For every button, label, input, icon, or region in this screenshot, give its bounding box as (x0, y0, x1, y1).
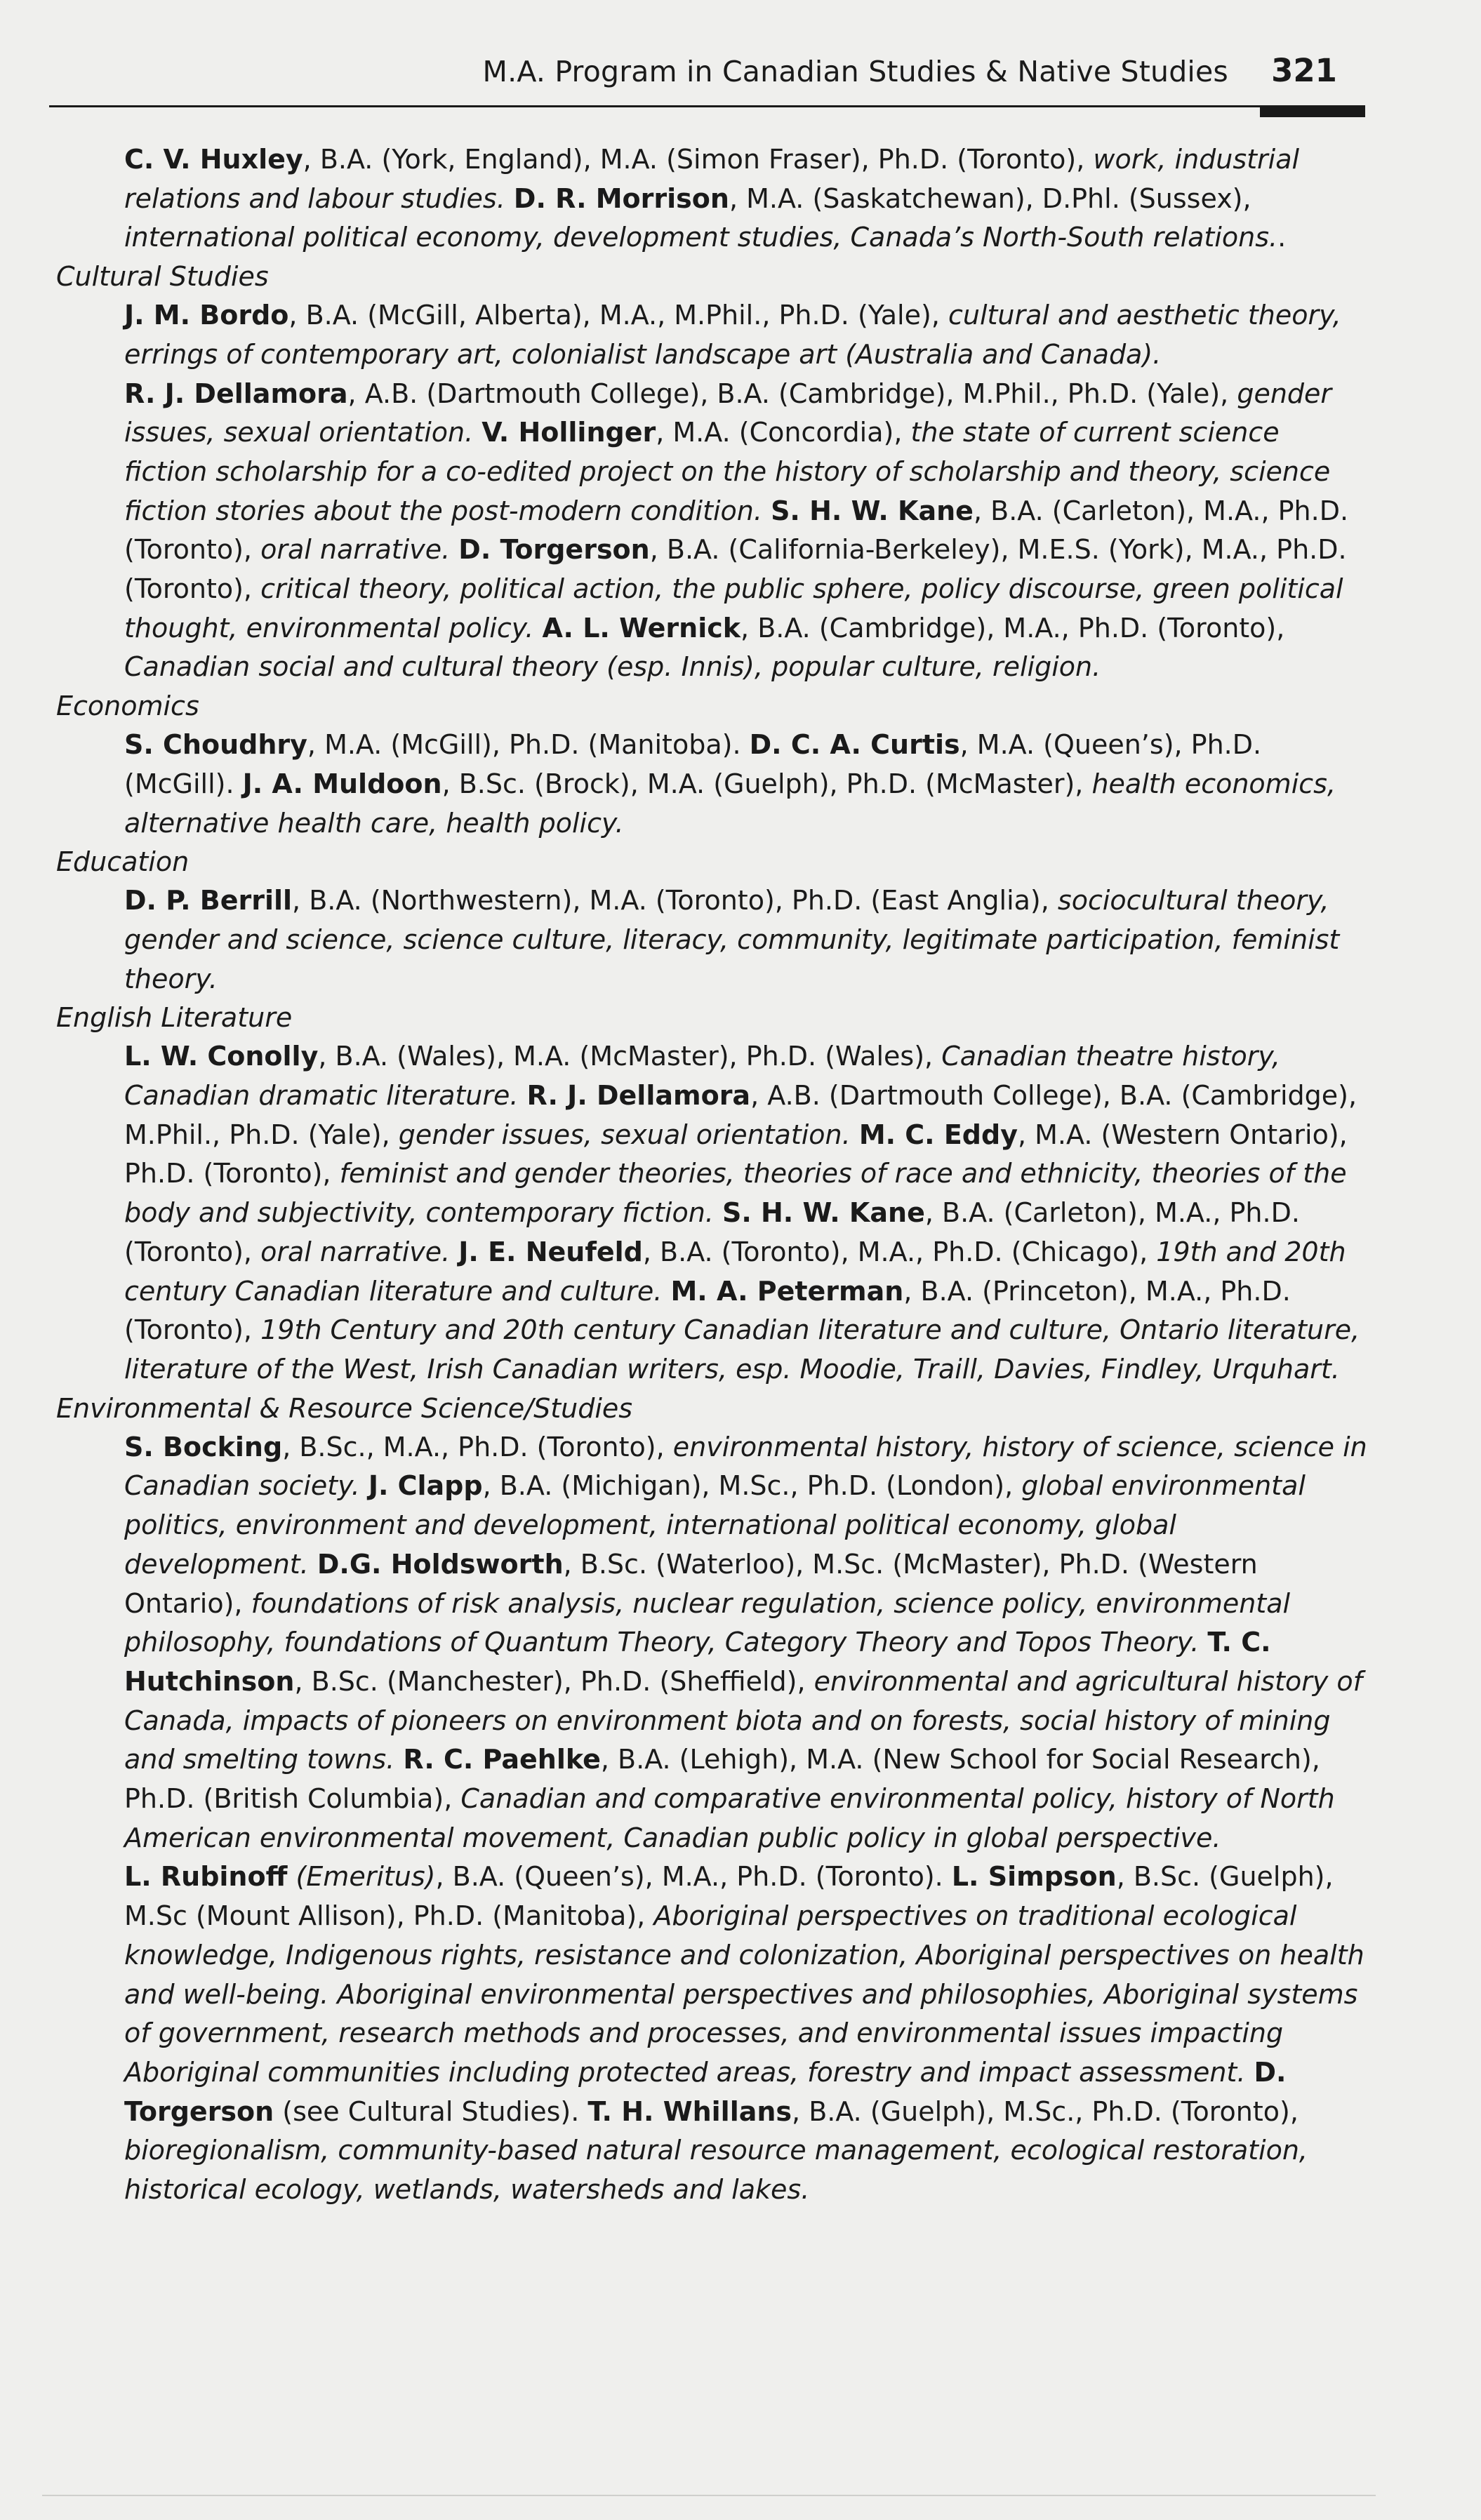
faculty-name: A. L. Wernick (542, 612, 741, 644)
entry-paragraph (56, 375, 1369, 688)
credentials-text: , B.A. (Northwestern), M.A. (Toronto), Ph.D. (East Anglia), (292, 885, 1058, 916)
faculty-name: J. M. Bordo (124, 300, 289, 331)
credentials-text (287, 1861, 295, 1892)
credentials-text (1245, 2057, 1254, 2088)
credentials-text: , B.A. (Guelph), M.Sc., Ph.D. (Toronto), (792, 2095, 1299, 2127)
credentials-text (450, 534, 458, 565)
research-interests: Canadian theatre history, Canadian dramatic literature. (124, 1041, 1280, 1112)
faculty-name: S. H. W. Kane (722, 1197, 925, 1229)
entry-paragraph (56, 1037, 1369, 1389)
credentials-text: , B.Sc. (Manchester), Ph.D. (Sheffield), (294, 1665, 814, 1697)
research-interests: environmental and agricultural history of Canada, impacts of pioneers on environment biota and on forests, social history of mining and smelting towns. (124, 1665, 1363, 1775)
header-rule (49, 105, 1365, 107)
credentials-text: , B.A. (Wales), M.A. (McMaster), Ph.D. (Wales), (318, 1041, 942, 1072)
credentials-text (450, 1236, 458, 1267)
entry-paragraph (56, 140, 1369, 258)
credentials-text: (see Cultural Studies). (274, 2095, 588, 2127)
credentials-text: . (1277, 222, 1287, 253)
research-interests: 19th and 20th century Canadian literature and culture. (124, 1236, 1346, 1307)
credentials-text (662, 1276, 670, 1307)
faculty-name: R. J. Dellamora (124, 378, 348, 409)
research-interests: global environmental politics, environment and development, international political economy, global development. (124, 1470, 1306, 1580)
research-interests: international political economy, development studies, Canada’s North-South relations. (124, 222, 1278, 253)
credentials-text (394, 1744, 403, 1775)
faculty-name: S. H. W. Kane (771, 495, 974, 526)
credentials-text: , A.B. (Dartmouth College), B.A. (Cambridge), M.Phil., Ph.D. (Yale), (124, 1080, 1357, 1150)
credentials-text: , A.B. (Dartmouth College), B.A. (Cambridge), M.Phil., Ph.D. (Yale), (347, 378, 1237, 409)
credentials-text: , B.Sc. (Waterloo), M.Sc. (McMaster), Ph.D. (Western Ontario), (124, 1548, 1258, 1619)
research-interests: gender issues, sexual orientation. (124, 378, 1332, 448)
research-interests: (Emeritus) (295, 1861, 436, 1893)
faculty-name: D. Torgerson (458, 534, 650, 566)
credentials-text: , B.Sc. (Guelph), M.Sc (Mount Allison), Ph.D. (Manitoba), (124, 1861, 1334, 1932)
credentials-text (1199, 1627, 1207, 1658)
research-interests: environmental history, history of science, science in Canadian society. (124, 1431, 1367, 1502)
entry-paragraph (56, 726, 1369, 843)
faculty-name: J. Clapp (368, 1470, 483, 1502)
faculty-name: D. Torgerson (124, 2056, 1287, 2127)
credentials-text: , B.Sc. (Brock), M.A. (Guelph), Ph.D. (McMaster), (441, 768, 1092, 799)
credentials-text: , B.A. (Carleton), M.A., Ph.D. (Toronto), (124, 495, 1349, 566)
faculty-name: M. C. Eddy (858, 1119, 1018, 1150)
credentials-text (533, 613, 542, 644)
credentials-text: , M.A. (Western Ontario), Ph.D. (Toronto), (124, 1119, 1348, 1189)
faculty-name: S. Bocking (124, 1431, 283, 1462)
entry-paragraph (56, 1428, 1369, 1858)
research-interests: critical theory, political action, the public sphere, policy discourse, green political thought, environmental policy. (124, 573, 1343, 644)
credentials-text (473, 417, 482, 448)
credentials-text: , B.A. (California-Berkeley), M.E.S. (York), M.A., Ph.D. (Toronto), (124, 534, 1347, 605)
faculty-name: T. H. Whillans (587, 2095, 792, 2127)
credentials-text: , B.A. (Cambridge), M.A., Ph.D. (Toronto), (740, 612, 1285, 644)
credentials-text (714, 1197, 722, 1228)
credentials-text: , B.A. (York, England), M.A. (Simon Fraser), Ph.D. (Toronto), (303, 144, 1094, 175)
faculty-name: R. J. Dellamora (526, 1080, 751, 1112)
faculty-name: L. Rubinoff (124, 1861, 288, 1893)
research-interests: Aboriginal perspectives on traditional ecological knowledge, Indigenous rights, resistance and colonization, Aboriginal perspectives on health and well-being. Aboriginal environmental perspectives and philosophies, Aboriginal systems of government, research methods and processes, and environmental issues impacting Aboriginal communities including protected areas, forestry and impact assessment. (124, 1900, 1364, 2088)
research-interests: 19th Century and 20th century Canadian literature and culture, Ontario literature, literature of the West, Irish Canadian writers, esp. Moodie, Traill, Davies, Findley, Urquhart. (124, 1314, 1360, 1385)
faculty-name: D. C. A. Curtis (749, 729, 960, 761)
credentials-text (360, 1470, 368, 1501)
credentials-text: , B.Sc., M.A., Ph.D. (Toronto), (282, 1431, 673, 1462)
credentials-text (518, 1080, 526, 1111)
research-interests: sociocultural theory, gender and science, science culture, literacy, community, legitimate participation, feminist theory. (124, 885, 1340, 994)
section-heading-english-literature: English Literature (56, 1002, 293, 1034)
running-header (49, 52, 1362, 105)
credentials-text: , B.A. (Toronto), M.A., Ph.D. (Chicago), (642, 1236, 1157, 1267)
credentials-text: , M.A. (Concordia), (656, 417, 911, 448)
faculty-name: D. P. Berrill (124, 885, 293, 916)
faculty-name: J. E. Neufeld (458, 1236, 643, 1267)
faculty-name: R. C. Paehlke (403, 1744, 601, 1775)
research-interests: oral narrative. (260, 534, 451, 566)
entry-paragraph (56, 1858, 1369, 2209)
faculty-name: C. V. Huxley (124, 144, 303, 175)
entry-paragraph (56, 881, 1369, 999)
faculty-name: D.G. Holdsworth (317, 1548, 564, 1580)
research-interests: Canadian and comparative environmental policy, history of North American environmental movement, Canadian public policy in global perspective. (124, 1783, 1335, 1853)
research-interests: bioregionalism, community-based natural resource management, ecological restoration, historical ecology, wetlands, watersheds and lakes. (124, 2135, 1308, 2206)
credentials-text: , B.A. (Carleton), M.A., Ph.D. (Toronto), (124, 1197, 1300, 1267)
research-interests: health economics, alternative health care, health policy. (124, 768, 1336, 839)
research-interests: oral narrative. (260, 1236, 451, 1267)
header-bar (1260, 105, 1365, 117)
credentials-text (309, 1549, 317, 1580)
faculty-name: J. A. Muldoon (242, 768, 442, 799)
research-interests: gender issues, sexual orientation. (398, 1119, 851, 1150)
research-interests: work, industrial relations and labour studies. (124, 144, 1300, 214)
faculty-name: L. W. Conolly (124, 1041, 319, 1072)
faculty-name: D. R. Morrison (513, 182, 729, 214)
section-heading-cultural-studies: Cultural Studies (56, 261, 269, 293)
research-interests: foundations of risk analysis, nuclear regulation, science policy, environmental philosophy, foundations of Quantum Theory, Category Theory and Topos Theory. (124, 1587, 1291, 1658)
research-interests: Canadian social and cultural theory (esp. Innis), popular culture, religion. (124, 651, 1101, 683)
research-interests: cultural and aesthetic theory, errings of contemporary art, colonialist landscape art (Australia and Canada). (124, 300, 1341, 370)
credentials-text: , M.A. (McGill), Ph.D. (Manitoba). (307, 729, 750, 761)
faculty-listing (56, 140, 1369, 2210)
credentials-text: , M.A. (Saskatchewan), D.Phl. (Sussex), (729, 182, 1251, 214)
credentials-text: , M.A. (Queen’s), Ph.D. (McGill). (124, 729, 1262, 799)
section-heading-environmental-studies: Environmental & Resource Science/Studies (56, 1392, 633, 1424)
research-interests: feminist and gender theories, theories of race and ethnicity, theories of the body and subjectivity, contemporary fiction. (124, 1158, 1347, 1229)
credentials-text (505, 183, 514, 214)
entry-paragraph (56, 296, 1369, 374)
faculty-name: L. Simpson (951, 1861, 1117, 1893)
research-interests: the state of current science fiction scholarship for a co-edited project on the history of scholarship and theory, science fiction stories about the post-modern condition. (124, 417, 1331, 526)
credentials-text: , B.A. (McGill, Alberta), M.A., M.Phil., Ph.D. (Yale), (288, 300, 948, 331)
credentials-text: , B.A. (Princeton), M.A., Ph.D. (Toronto), (124, 1275, 1291, 1346)
faculty-name: T. C. Hutchinson (124, 1627, 1271, 1697)
faculty-name: S. Choudhry (124, 729, 307, 761)
credentials-text: , B.A. (Lehigh), M.A. (New School for Social Research), Ph.D. (British Columbia), (124, 1744, 1320, 1815)
header-title: M.A. Program in Canadian Studies & Native Studies (482, 55, 1228, 88)
credentials-text: , B.A. (Queen’s), M.A., Ph.D. (Toronto). (435, 1861, 952, 1893)
section-heading-economics: Economics (56, 691, 199, 722)
page-number: 321 (1271, 52, 1337, 89)
faculty-name: V. Hollinger (482, 417, 656, 448)
faculty-name: M. A. Peterman (670, 1275, 904, 1307)
credentials-text (851, 1119, 859, 1150)
credentials-text (762, 495, 771, 526)
section-heading-education: Education (56, 846, 190, 878)
page-bottom-edge (42, 2495, 1376, 2496)
credentials-text: , B.A. (Michigan), M.Sc., Ph.D. (London), (482, 1470, 1022, 1502)
